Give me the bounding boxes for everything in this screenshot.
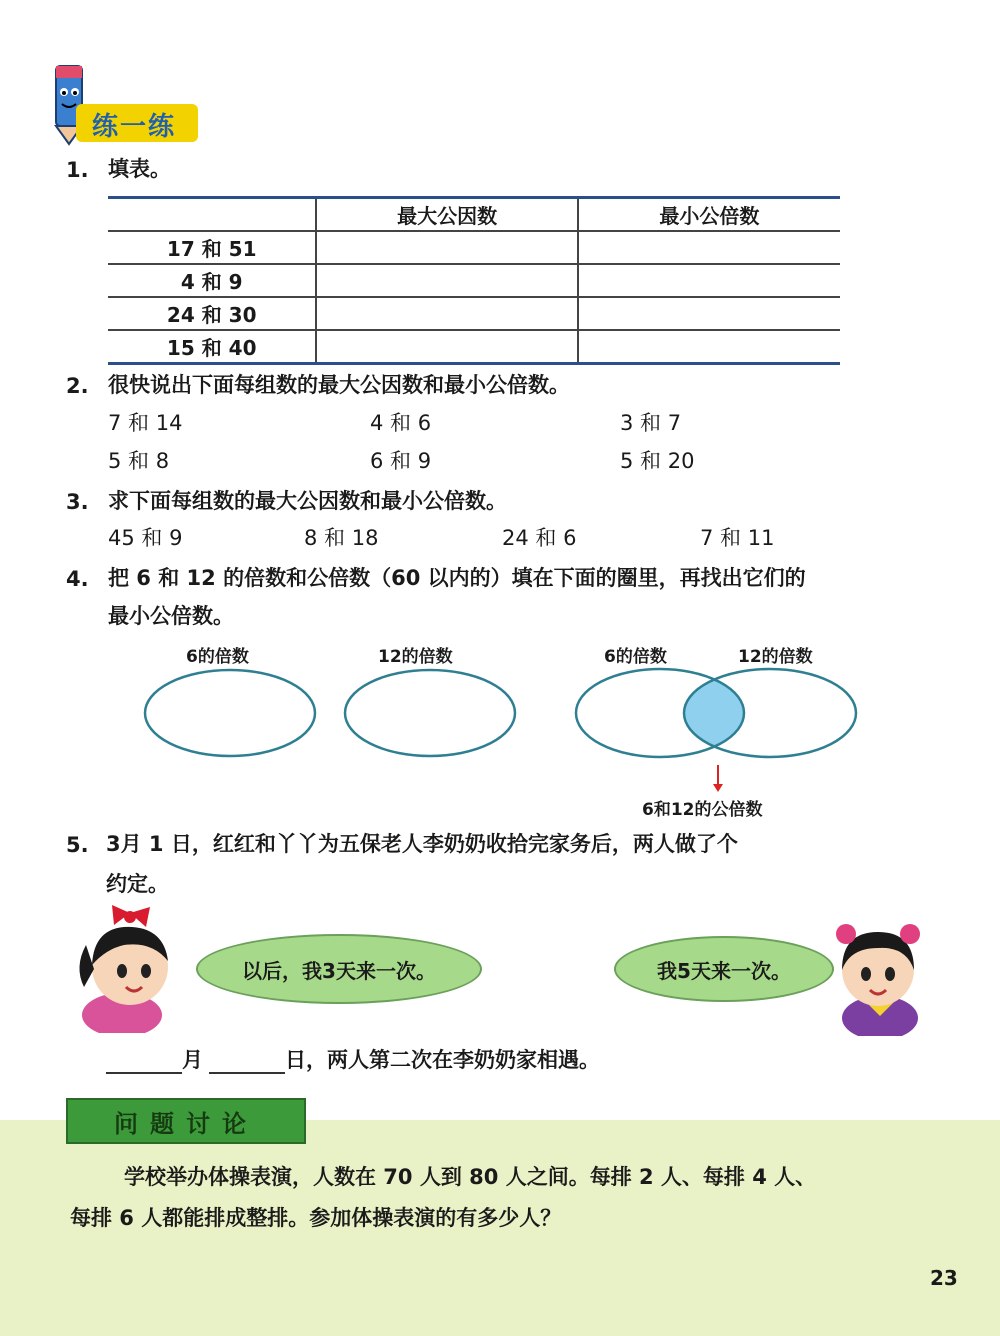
section-title: 练一练 <box>92 112 177 142</box>
q3-pair: 45 和 9 <box>108 526 183 550</box>
q5-answer-line <box>106 1046 600 1074</box>
common-multiples-label: 6和12的公倍数 <box>642 800 763 820</box>
lcm-cell[interactable] <box>578 264 840 297</box>
speech-bubble-left: 以后，我3天来一次。 <box>196 934 482 1004</box>
girl-honghong-avatar <box>72 905 196 1033</box>
multiples-of-6-circle[interactable] <box>145 670 315 756</box>
q3-pair: 8 和 18 <box>304 526 379 550</box>
q3-pair: 7 和 11 <box>700 526 775 550</box>
q4-text-line1: 把 6 和 12 的倍数和公倍数（60 以内的）填在下面的圈里，再找出它们的 <box>108 566 806 590</box>
q4-text-line2: 最小公倍数。 <box>108 604 234 628</box>
q3-number: 3. <box>66 490 89 514</box>
gcd-cell[interactable] <box>316 264 577 297</box>
q2-pair: 5 和 8 <box>108 449 170 473</box>
discussion-title: 问题讨论 <box>66 1098 306 1144</box>
page-number: 23 <box>930 1266 958 1290</box>
girl-yaya-avatar <box>826 912 932 1036</box>
q1-text: 填表。 <box>108 157 171 181</box>
gcd-cell[interactable] <box>316 297 577 330</box>
month-label: 月 <box>182 1048 203 1072</box>
day-suffix: 日，两人第二次在李奶奶家相遇。 <box>285 1048 600 1072</box>
month-blank[interactable] <box>106 1072 182 1074</box>
speech-bubble-right: 我5天来一次。 <box>614 936 834 1002</box>
q1-number: 1. <box>66 158 89 182</box>
table-header-gcd: 最大公因数 <box>316 198 577 232</box>
lcm-cell[interactable] <box>578 297 840 330</box>
table-row <box>108 231 840 264</box>
q3-text: 求下面每组数的最大公因数和最小公倍数。 <box>108 489 507 513</box>
venn-label-12: 12的倍数 <box>378 647 453 667</box>
table-row-label: 15 和 40 <box>166 336 257 360</box>
gcd-lcm-table <box>108 196 840 365</box>
q3-pair: 24 和 6 <box>502 526 577 550</box>
q2-text: 很快说出下面每组数的最大公因数和最小公倍数。 <box>108 373 570 397</box>
discussion-line2: 每排 6 人都能排成整排。参加体操表演的有多少人？ <box>70 1206 562 1230</box>
q5-text-line2: 约定。 <box>106 872 169 896</box>
q4-number: 4. <box>66 567 89 591</box>
venn-label-6: 6的倍数 <box>186 647 249 667</box>
multiples-of-12-circle[interactable] <box>345 670 515 756</box>
table-row-label: 24 和 30 <box>166 303 257 327</box>
q2-pair: 7 和 14 <box>108 411 183 435</box>
q2-number: 2. <box>66 374 89 398</box>
q2-pair: 4 和 6 <box>370 411 432 435</box>
table-row-label: 4 和 9 <box>180 270 243 294</box>
discussion-line1: 学校举办体操表演，人数在 70 人到 80 人之间。每排 2 人、每排 4 人、 <box>124 1165 817 1189</box>
lcm-cell[interactable] <box>578 231 840 264</box>
table-row-label: 17 和 51 <box>166 237 257 261</box>
q5-text-line1: 3月 1 日，红红和丫丫为五保老人李奶奶收拾完家务后，两人做了个 <box>106 832 738 856</box>
venn-label-6b: 6的倍数 <box>604 647 667 667</box>
venn-label-12b: 12的倍数 <box>738 647 813 667</box>
table-header-row <box>108 198 840 232</box>
venn-diagrams <box>0 660 1000 800</box>
q5-number: 5. <box>66 833 89 857</box>
q2-pair: 3 和 7 <box>620 411 682 435</box>
q2-pair: 5 和 20 <box>620 449 695 473</box>
table-header-lcm: 最小公倍数 <box>578 198 840 232</box>
q2-pair: 6 和 9 <box>370 449 432 473</box>
lcm-cell[interactable] <box>578 330 840 364</box>
table-header-blank <box>108 198 316 232</box>
day-blank[interactable] <box>209 1072 285 1074</box>
gcd-cell[interactable] <box>316 231 577 264</box>
table-row <box>108 330 840 364</box>
table-row <box>108 297 840 330</box>
table-row <box>108 264 840 297</box>
gcd-cell[interactable] <box>316 330 577 364</box>
